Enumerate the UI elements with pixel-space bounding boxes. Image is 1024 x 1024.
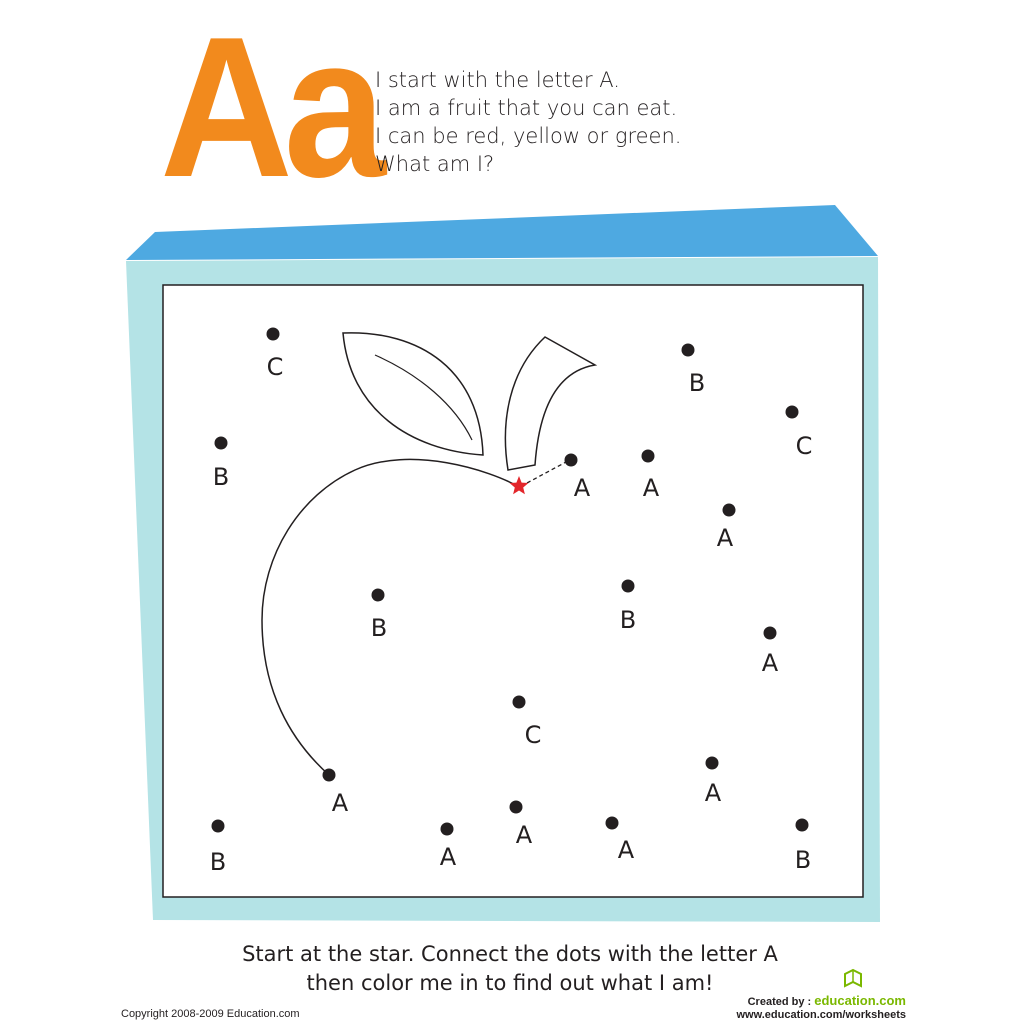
dot-label: C (795, 432, 813, 460)
riddle-line-1: I start with the letter A. (375, 68, 620, 92)
copyright: Copyright 2008-2009 Education.com (121, 1008, 300, 1020)
dot-b[interactable] (796, 819, 809, 832)
dot-label: A (617, 836, 635, 864)
riddle-line-3: I can be red, yellow or green. (375, 124, 682, 148)
dot-label: A (439, 843, 457, 871)
dot-b[interactable] (215, 437, 228, 450)
big-letter-heading: Aa (160, 0, 377, 219)
board-roof (126, 205, 878, 260)
dot-a[interactable] (441, 823, 454, 836)
dot-a[interactable] (723, 504, 736, 517)
dot-label: A (716, 524, 734, 552)
dot-label: C (524, 721, 542, 749)
dot-label: B (212, 463, 230, 491)
dot-a[interactable] (642, 450, 655, 463)
dot-c[interactable] (267, 328, 280, 341)
dot-label: B (688, 369, 706, 397)
education-logo-icon (842, 968, 864, 990)
dot-label: A (331, 789, 349, 817)
dot-label: A (704, 779, 722, 807)
dot-b[interactable] (622, 580, 635, 593)
dot-c[interactable] (513, 696, 526, 709)
dot-label: A (642, 474, 660, 502)
dot-label: A (573, 474, 591, 502)
dot-a[interactable] (565, 454, 578, 467)
dot-b[interactable] (682, 344, 695, 357)
credit-block (736, 993, 906, 1021)
instructions-line-2: then color me in to find out what I am! (306, 971, 714, 995)
riddle-line-2: I am a fruit that you can eat. (375, 96, 678, 120)
dot-a[interactable] (510, 801, 523, 814)
dot-label: B (209, 848, 227, 876)
dot-a[interactable] (323, 769, 336, 782)
created-by-label: Created by : (747, 996, 812, 1008)
site-link[interactable]: www.education.com/worksheets (736, 1009, 906, 1021)
riddle-line-4: What am I? (375, 152, 495, 176)
dot-b[interactable] (212, 820, 225, 833)
dot-label: A (761, 649, 779, 677)
dot-label: B (794, 846, 812, 874)
dot-a[interactable] (764, 627, 777, 640)
dot-label: B (370, 614, 388, 642)
brand-name[interactable]: education.com (814, 993, 906, 1008)
dot-b[interactable] (372, 589, 385, 602)
instructions (0, 940, 1020, 998)
dot-label: B (619, 606, 637, 634)
dot-c[interactable] (786, 406, 799, 419)
instructions-line-1: Start at the star. Connect the dots with the letter A (242, 942, 778, 966)
dot-a[interactable] (606, 817, 619, 830)
dot-label: C (266, 353, 284, 381)
dot-a[interactable] (706, 757, 719, 770)
dot-label: A (515, 821, 533, 849)
